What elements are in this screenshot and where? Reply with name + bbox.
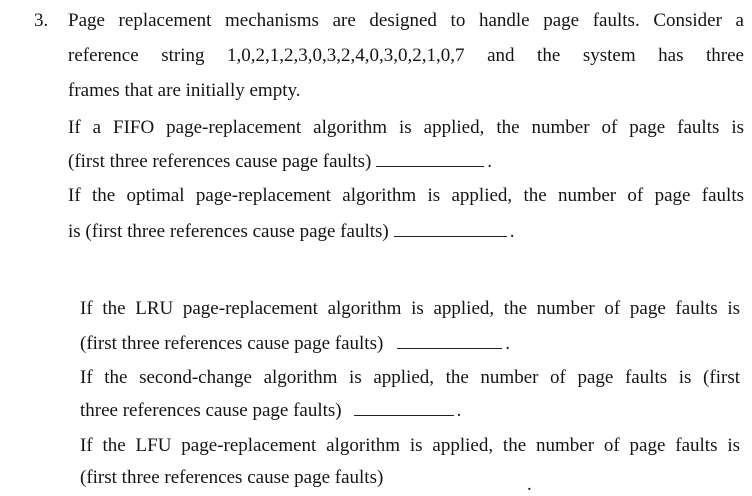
fifo-line-2: (first three references cause page faults) <box>68 151 372 172</box>
lru-line-2-row <box>80 332 510 355</box>
intro-line-3: frames that are initially empty. <box>68 80 301 101</box>
lru-line-2: (first three references cause page faults) <box>80 333 384 354</box>
fifo-period: . <box>487 151 493 172</box>
lru-answer-blank[interactable] <box>397 332 502 349</box>
second-chance-period: . <box>456 400 462 421</box>
question-number: 3. <box>34 10 49 31</box>
second-chance-line-1: If the second-change algorithm is applied, the number of page faults is (first <box>80 367 740 388</box>
lru-line-1: If the LRU page-replacement algorithm is applied, the number of page faults is <box>80 298 740 319</box>
optimal-line-2: is (first three references cause page faults) <box>68 221 389 242</box>
optimal-line-1: If the optimal page-replacement algorithm is applied, the number of page faults <box>68 185 744 206</box>
second-chance-line-2-row <box>80 399 461 422</box>
lfu-line-2: (first three references cause page faults) <box>80 467 384 488</box>
lfu-period: . <box>527 474 532 495</box>
intro-line-1: Page replacement mechanisms are designed to handle page faults. Consider a <box>68 10 744 31</box>
second-chance-answer-blank[interactable] <box>354 399 454 416</box>
fifo-answer-blank[interactable] <box>376 150 484 167</box>
intro-line-2: reference string 1,0,2,1,2,3,0,3,2,4,0,3,0,2,1,0,7 and the system has three <box>68 45 744 66</box>
fifo-line-1: If a FIFO page-replacement algorithm is applied, the number of page faults is <box>68 117 744 138</box>
optimal-period: . <box>509 221 515 242</box>
lfu-line-1: If the LFU page-replacement algorithm is applied, the number of page faults is <box>80 435 740 456</box>
optimal-line-2-row <box>68 220 514 243</box>
lru-period: . <box>505 333 511 354</box>
second-chance-line-2: three references cause page faults) <box>80 400 342 421</box>
optimal-answer-blank[interactable] <box>394 220 507 237</box>
fifo-line-2-row <box>68 150 492 173</box>
